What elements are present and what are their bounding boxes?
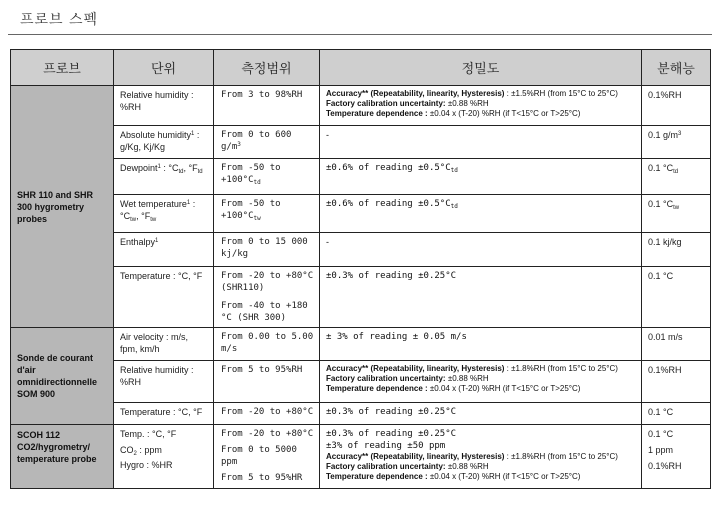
range-line: From -50 to <box>221 163 281 173</box>
unit-text: : °C <box>160 163 179 173</box>
table-row <box>11 328 711 361</box>
resolution-cell <box>642 126 711 159</box>
calibration-value: ±0.88 %RH <box>445 374 489 383</box>
calibration-label: Factory calibration uncertainty: <box>326 374 446 383</box>
resolution-cell: 0.1 °C <box>642 267 711 328</box>
resolution-cell: 0.1%RH <box>642 361 711 403</box>
accuracy-line: ±3% of reading ±50 ppm <box>326 441 446 451</box>
resolution-line: 1 ppm <box>648 445 674 455</box>
accuracy-cell: ±0.3% of reading ±0.25°C <box>320 267 642 328</box>
unit-text: CO <box>120 445 134 455</box>
unit-subscript: tw <box>130 217 137 223</box>
unit-subscript: td <box>197 169 203 175</box>
unit-cell <box>114 195 214 233</box>
temperature-dependence-label: Temperature dependence : <box>326 384 428 393</box>
unit-line: Air velocity : m/s, <box>120 332 189 342</box>
accuracy-label: Accuracy** (Repeatability, linearity, Hysteresis) <box>326 364 505 373</box>
unit-cell <box>114 361 214 403</box>
footnote-mark: 1 <box>191 131 195 137</box>
resolution-cell <box>642 159 711 195</box>
accuracy-cell: - <box>320 233 642 267</box>
unit-text: Dewpoint <box>120 163 158 173</box>
footnote-mark: 1 <box>157 164 161 170</box>
unit-cell: Temperature : °C, °F <box>114 403 214 425</box>
header-range: 측정범위 <box>214 50 320 86</box>
unit-line: %RH <box>120 377 142 387</box>
range-cell <box>214 328 320 361</box>
accuracy-value: : ±1.5%RH (from 15°C to 25°C) <box>504 89 618 98</box>
range-cell <box>214 195 320 233</box>
range-subscript: tw <box>253 215 261 222</box>
temperature-dependence-value: ±0.04 x (T-20) %RH (if T<15°C or T>25°C) <box>427 384 581 393</box>
table-header-row <box>11 50 711 86</box>
range-line: From 0 to 5000 <box>221 445 297 455</box>
range-line: °C (SHR 300) <box>221 313 287 323</box>
table-row <box>11 195 711 233</box>
accuracy-text: ±0.6% of reading ±0.5°C <box>326 163 451 173</box>
range-cell: From 3 to 98%RH <box>214 86 320 126</box>
range-line: From -20 to +80°C <box>221 271 314 281</box>
table-row <box>11 267 711 328</box>
accuracy-label: Accuracy** (Repeatability, linearity, Hysteresis) <box>326 89 505 98</box>
temperature-dependence-value: ±0.04 x (T-20) %RH (if T<15°C or T>25°C) <box>427 109 581 118</box>
accuracy-text: ±0.6% of reading ±0.5°C <box>326 199 451 209</box>
unit-cell <box>114 86 214 126</box>
unit-text: , °F <box>136 211 151 221</box>
unit-cell <box>114 233 214 267</box>
unit-line: Temp. : °C, °F <box>120 429 177 439</box>
header-probe: 프로브 <box>11 50 114 86</box>
range-line: From -20 to +80°C <box>221 429 314 439</box>
resolution-cell <box>642 425 711 489</box>
table-row <box>11 403 711 425</box>
resolution-text: 0.1 g/m <box>648 130 679 140</box>
accuracy-value: : ±1.8%RH (from 15°C to 25°C) <box>504 364 618 373</box>
resolution-cell: 0.1 °C <box>642 403 711 425</box>
range-cell <box>214 159 320 195</box>
resolution-superscript: 3 <box>678 131 682 137</box>
title-divider <box>8 34 712 35</box>
accuracy-cell <box>320 86 642 126</box>
unit-subscript: tw <box>150 217 157 223</box>
unit-colon: : <box>190 199 196 209</box>
resolution-cell: 0.01 m/s <box>642 328 711 361</box>
accuracy-cell: ± 3% of reading ± 0.05 m/s <box>320 328 642 361</box>
calibration-value: ±0.88 %RH <box>445 462 489 471</box>
resolution-cell: 0.1 kj/kg <box>642 233 711 267</box>
accuracy-cell: - <box>320 126 642 159</box>
unit-cell <box>114 126 214 159</box>
unit-colon: : <box>194 130 200 140</box>
table-row <box>11 159 711 195</box>
accuracy-label: Accuracy** (Repeatability, linearity, Hysteresis) <box>326 452 505 461</box>
unit-text: Wet temperature <box>120 199 187 209</box>
resolution-cell: 0.1%RH <box>642 86 711 126</box>
accuracy-subscript: td <box>450 203 458 210</box>
table-row <box>11 126 711 159</box>
temperature-dependence-value: ±0.04 x (T-20) %RH (if T<15°C or T>25°C) <box>427 472 581 481</box>
resolution-line: 0.1 °C <box>648 429 674 439</box>
range-line: +100°C <box>221 175 254 185</box>
temperature-dependence-label: Temperature dependence : <box>326 109 428 118</box>
range-text: From 0 to 600 g/m <box>221 130 292 152</box>
probe-name-scoh: SCOH 112 CO2/hygrometry/ temperature probe <box>11 425 114 489</box>
unit-cell: Temperature : °C, °F <box>114 267 214 328</box>
range-line: (SHR110) <box>221 283 265 293</box>
range-subscript: td <box>253 179 261 186</box>
accuracy-cell <box>320 159 642 195</box>
range-cell <box>214 126 320 159</box>
accuracy-cell: ±0.3% of reading ±0.25°C <box>320 403 642 425</box>
range-cell <box>214 267 320 328</box>
header-resolution: 분해능 <box>642 50 711 86</box>
page-title: 프로브 스펙 <box>20 12 99 28</box>
resolution-cell <box>642 195 711 233</box>
header-unit: 단위 <box>114 50 214 86</box>
range-line: From 0.00 to 5.00 <box>221 332 314 342</box>
range-superscript: 3 <box>237 141 241 148</box>
resolution-subscript: td <box>673 169 679 175</box>
unit-line: g/Kg, Kj/Kg <box>120 142 166 152</box>
resolution-line: 0.1%RH <box>648 461 682 471</box>
probe-name-shr: SHR 110 and SHR 300 hygrometry probes <box>11 86 114 328</box>
range-line: From -40 to +180 <box>221 301 308 311</box>
table-row <box>11 86 711 126</box>
accuracy-cell <box>320 361 642 403</box>
range-cell: From -20 to +80°C <box>214 403 320 425</box>
temperature-dependence-label: Temperature dependence : <box>326 472 428 481</box>
unit-text: , °F <box>183 163 198 173</box>
unit-cell <box>114 328 214 361</box>
calibration-value: ±0.88 %RH <box>445 99 489 108</box>
accuracy-value: : ±1.8%RH (from 15°C to 25°C) <box>504 452 618 461</box>
header-accuracy: 정밀도 <box>320 50 642 86</box>
unit-line: %RH <box>120 102 142 112</box>
range-line: m/s <box>221 344 238 354</box>
accuracy-cell <box>320 195 642 233</box>
calibration-label: Factory calibration uncertainty: <box>326 462 446 471</box>
table-row <box>11 361 711 403</box>
unit-text: : ppm <box>136 445 162 455</box>
unit-text: °C <box>120 211 131 221</box>
range-line: kj/kg <box>221 249 249 259</box>
accuracy-cell <box>320 425 642 489</box>
unit-subscript: td <box>178 169 184 175</box>
accuracy-subscript: td <box>450 167 458 174</box>
footnote-mark: 1 <box>155 238 159 244</box>
resolution-text: 0.1 °C <box>648 163 674 173</box>
resolution-subscript: tw <box>673 205 680 211</box>
table-row <box>11 425 711 489</box>
range-cell <box>214 425 320 489</box>
range-line: +100°C <box>221 211 254 221</box>
resolution-text: 0.1 °C <box>648 199 674 209</box>
footnote-mark: 1 <box>186 200 191 206</box>
accuracy-line: ±0.3% of reading ±0.25°C <box>326 429 457 439</box>
table-row <box>11 233 711 267</box>
range-line: From 5 to 95%HR <box>221 473 303 483</box>
range-line: From -50 to <box>221 199 281 209</box>
probe-name-som: Sonde de courant d'air omnidirectionnelle SOM 900 <box>11 328 114 425</box>
range-cell <box>214 233 320 267</box>
probe-spec-table <box>10 49 711 489</box>
unit-line: Relative humidity : <box>120 365 194 375</box>
range-line: From 0 to 15 000 <box>221 237 308 247</box>
unit-subscript: 2 <box>133 451 137 457</box>
unit-cell <box>114 159 214 195</box>
unit-line: fpm, km/h <box>120 344 160 354</box>
range-line: ppm <box>221 457 238 467</box>
calibration-label: Factory calibration uncertainty: <box>326 99 446 108</box>
unit-line: Absolute humidity <box>120 130 192 140</box>
unit-cell <box>114 425 214 489</box>
range-cell: From 5 to 95%RH <box>214 361 320 403</box>
unit-line: Relative humidity : <box>120 90 194 100</box>
unit-text: Enthalpy <box>120 237 156 247</box>
unit-line: Hygro : %HR <box>120 460 173 470</box>
